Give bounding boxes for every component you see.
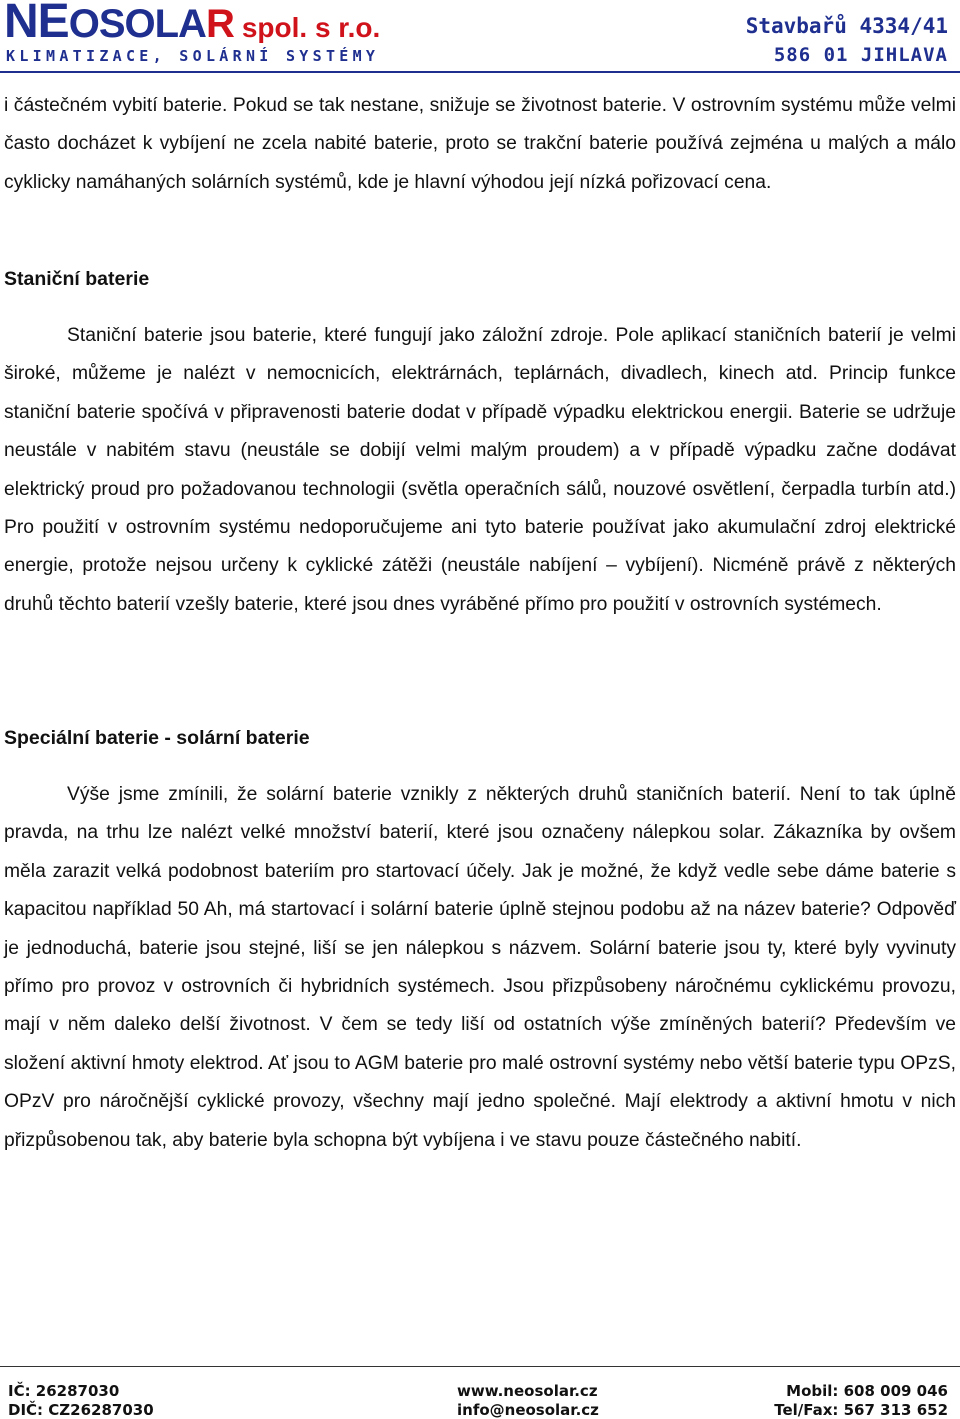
company-tagline: KLIMATIZACE, SOLÁRNÍ SYSTÉMY	[6, 47, 380, 65]
address-city: 586 01 JIHLAVA	[773, 44, 948, 66]
paragraph-station-batteries	[4, 317, 956, 624]
address-street: Stavbařů 4334/41	[745, 14, 948, 38]
heading-station-batteries: Staniční baterie	[4, 268, 150, 290]
logo-o: O	[68, 2, 99, 46]
header-divider	[0, 71, 960, 73]
footer-telfax: Tel/Fax: 567 313 652	[774, 1401, 948, 1419]
company-logo	[4, 0, 380, 49]
logo-r: R	[205, 2, 234, 46]
paragraph-traction-battery: i částečném vybití baterie. Pokud se tak nestane, snižuje se životnost baterie. V ostrovním systému může velmi často docházet k vybíjení ne zcela nabité baterie, proto se trakční baterie používá zejména u malých a málo cyklicky namáhaných solárních systémů, kde je hlavní výhodou její nízká pořizovací cena.	[4, 95, 956, 193]
footer-divider	[0, 1366, 960, 1367]
footer-email-link[interactable]: info@neosolar.cz	[457, 1401, 599, 1419]
paragraph-solar-batteries	[4, 776, 956, 1160]
logo-suffix: spol. s r.o.	[241, 12, 381, 43]
paragraph-station-text: Staniční baterie jsou baterie, které fungují jako záložní zdroje. Pole aplikací staničních baterií je velmi široké, můžeme je nalézt v nemocnicích, elektrárnách, teplárnách, divadlech, kinech atd. Princip funkce staniční baterie spočívá v připravenosti baterie dodat v případě výpadku elektrickou energii. Baterie se udržuje neustále v nabitém stavu (neustále se dobijí velmi malým proudem) a v případě výpadku začne dodávat elektrický proud pro požadovanou technologii (světla operačních sálů, nouzové osvětlení, čerpadla turbín atd.) Pro použití v ostrovním systému nedoporučujeme ani tyto baterie používat jako akumulační zdroj elektrické energie, protože nejsou určeny k cyklické zátěži (neustále nabíjení – vybíjení). Nicméně právě z některých druhů těchto baterií vzešly baterie, které jsou dnes vyráběné přímo pro použití v ostrovních systémech.	[4, 325, 956, 615]
footer-ico: IČ: 26287030	[8, 1382, 120, 1400]
footer-website-link[interactable]: www.neosolar.cz	[457, 1382, 598, 1400]
paragraph-solar-text: Výše jsme zmínili, že solární baterie vznikly z některých druhů staničních baterií. Není to tak úplně pravda, na trhu lze nalézt velké množství baterií, které jsou označeny nálepkou solar. Zákazníka by ovšem měla zarazit velká podobnost bateriím pro startovací účely. Jak je možné, že když vedle sebe dáme baterie s kapacitou například 50 Ah, má startovací i solární baterie úplně stejnou podobu až na název baterie? Odpověď je jednoduchá, baterie jsou stejné, liší se jen nálepkou s názvem. Solární baterie jsou ty, které byly vyvinuty přímo pro provoz v ostrovních či hybridních systémech. Jsou přizpůsobeny náročnému cyklickému provozu, mají v něm daleko delší životnost. V čem se tedy liší od ostatních výše zmíněných baterií? Především ve složení aktivní hmoty elektrod. Ať jsou to AGM baterie pro malé ostrovní systémy nebo větší baterie typu OPzS, OPzV pro náročnější cyklické provozy, všechny mají jedno společné. Mají elektrody a aktivní hmotu v nich přizpůsobenou tak, aby baterie byla schopna být vybíjena i ve stavu pouze částečného nabití.	[4, 784, 956, 1151]
footer-mobile: Mobil: 608 009 046	[786, 1382, 948, 1400]
logo-sola: SOLA	[98, 2, 206, 46]
logo-ne: NE	[4, 0, 69, 48]
footer-dic: DIČ: CZ26287030	[8, 1401, 154, 1419]
letterhead	[0, 0, 960, 72]
heading-solar-batteries: Speciální baterie - solární baterie	[4, 727, 310, 749]
